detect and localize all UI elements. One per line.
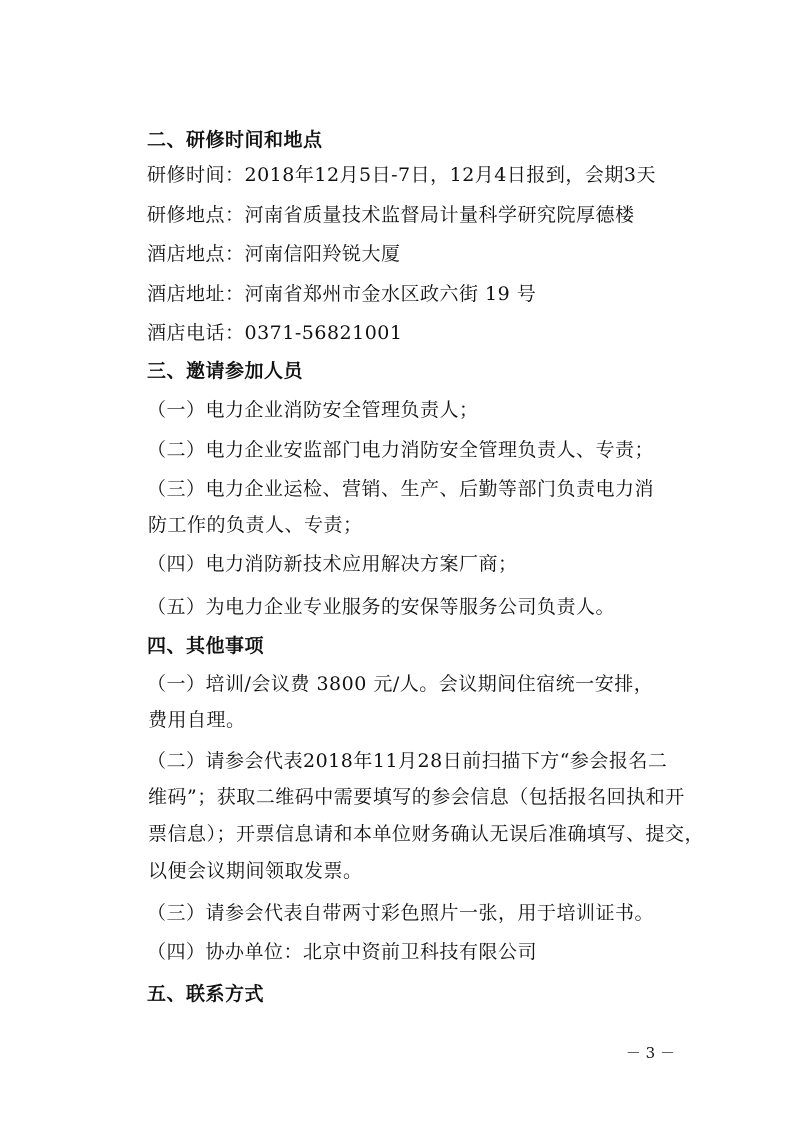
other-item-2-cont-1: 维码”；获取二维码中需要填写的参会信息（包括报名回执和开	[148, 786, 685, 808]
hotel-phone: 酒店电话：0371-56821001	[147, 322, 403, 344]
other-item-1-cont: 费用自理。	[148, 709, 246, 731]
attendee-item-3-cont: 防工作的负责人、专责；	[148, 514, 363, 536]
other-item-2: （二）请参会代表2018年11月28日前扫描下方“参会报名二	[147, 750, 668, 772]
section-heading-3: 三、邀请参加人员	[147, 360, 304, 382]
attendee-item-4: （四）电力消防新技术应用解决方案厂商；	[147, 553, 518, 575]
study-location: 研修地点：河南省质量技术监督局计量科学研究院厚德楼	[147, 204, 635, 226]
attendee-item-5: （五）为电力企业专业服务的安保等服务公司负责人。	[147, 596, 616, 618]
attendee-item-3: （三）电力企业运检、营销、生产、后勤等部门负责电力消	[147, 478, 655, 500]
hotel-name: 酒店地点：河南信阳羚锐大厦	[147, 243, 401, 265]
attendee-item-1: （一）电力企业消防安全管理负责人；	[147, 399, 479, 421]
study-time: 研修时间：2018年12月5日-7日，12月4日报到，会期3天	[147, 164, 656, 186]
other-item-1: （一）培训/会议费 3800 元/人。会议期间住宿统一安排，	[147, 673, 654, 695]
section-heading-4: 四、其他事项	[147, 635, 265, 657]
other-item-4: （四）协办单位：北京中资前卫科技有限公司	[147, 941, 538, 963]
section-heading-5: 五、联系方式	[147, 983, 265, 1005]
section-heading-2: 二、研修时间和地点	[147, 129, 323, 151]
other-item-2-cont-3: 以便会议期间领取发票。	[148, 860, 363, 882]
hotel-address: 酒店地址：河南省郑州市金水区政六街 19 号	[147, 283, 537, 305]
attendee-item-2: （二）电力企业安监部门电力消防安全管理负责人、专责；	[147, 439, 655, 461]
page-number: － 3 －	[625, 1044, 675, 1062]
other-item-3: （三）请参会代表自带两寸彩色照片一张，用于培训证书。	[147, 902, 655, 924]
other-item-2-cont-2: 票信息）；开票信息请和本单位财务确认无误后准确填写、提交，	[148, 823, 705, 845]
